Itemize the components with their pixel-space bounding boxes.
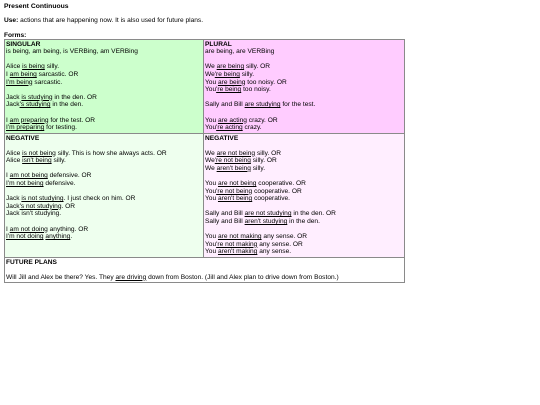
example-line bbox=[6, 203, 202, 211]
example-line bbox=[205, 48, 403, 56]
text-run: too noisy. bbox=[241, 86, 271, 94]
verb-phrase: are being bbox=[216, 63, 245, 71]
verb-phrase: is being bbox=[22, 63, 45, 71]
verb-phrase: are driving bbox=[115, 273, 147, 281]
verb-phrase: 're not being bbox=[214, 157, 251, 165]
text-run: are being, are VERBing bbox=[205, 48, 275, 56]
negative-singular-heading: NEGATIVE bbox=[6, 134, 40, 142]
verb-phrase: 're not making bbox=[216, 240, 258, 248]
example-line bbox=[205, 94, 403, 102]
example-line bbox=[205, 71, 403, 79]
text-run: is being, am being, is VERBing, am VERBing bbox=[6, 48, 138, 56]
text-run: . OR bbox=[61, 202, 76, 210]
verb-phrase: anything bbox=[45, 233, 71, 241]
example-line bbox=[6, 210, 202, 218]
verb-phrase: is not being bbox=[22, 149, 56, 157]
text-run: We bbox=[205, 157, 215, 165]
text-run: Jack bbox=[6, 101, 20, 109]
text-run: silly. bbox=[239, 71, 255, 78]
verb-phrase: aren't making bbox=[217, 248, 258, 256]
verb-phrase: am not doing bbox=[9, 225, 48, 233]
text-run: cooperative. OR bbox=[256, 179, 306, 187]
text-run: silly. This is how she always acts. OR bbox=[55, 149, 167, 157]
text-run: in the den. OR bbox=[291, 210, 336, 218]
example-line bbox=[205, 157, 403, 165]
example-line bbox=[6, 218, 202, 226]
negative-singular-lines bbox=[6, 142, 202, 241]
example-line bbox=[205, 124, 403, 132]
text-run: silly. bbox=[51, 157, 66, 165]
affirmative-row bbox=[5, 39, 405, 133]
plural-heading: PLURAL bbox=[205, 40, 232, 48]
negative-plural-cell bbox=[204, 133, 405, 257]
text-run: Sally and Bill bbox=[205, 210, 245, 218]
text-run: defensive. bbox=[43, 179, 76, 187]
text-run: . bbox=[70, 233, 73, 241]
text-run: Jack isn't studying. bbox=[6, 210, 62, 218]
negative-singular-cell bbox=[5, 133, 204, 257]
example-line bbox=[205, 101, 403, 109]
example-line bbox=[6, 109, 202, 117]
text-run: Sally and Bill bbox=[205, 101, 245, 109]
text-run: You bbox=[205, 195, 218, 203]
example-line bbox=[205, 150, 403, 158]
text-run: You bbox=[205, 179, 218, 187]
text-run: silly. bbox=[250, 164, 266, 172]
text-run: for testing. bbox=[44, 124, 77, 132]
verb-phrase: 're being bbox=[216, 86, 242, 94]
verb-phrase: 're acting bbox=[216, 124, 243, 132]
verb-phrase: I'm being bbox=[6, 78, 33, 86]
text-run: . I just check on him. OR bbox=[63, 195, 136, 203]
text-run: any sense. OR bbox=[257, 240, 303, 248]
example-line bbox=[6, 165, 202, 173]
example-line bbox=[6, 188, 202, 196]
text-run: I bbox=[6, 172, 10, 180]
example-line bbox=[205, 63, 403, 71]
verb-phrase: are studying bbox=[244, 101, 281, 109]
text-run: for the test. OR bbox=[48, 116, 96, 124]
example-line bbox=[6, 48, 202, 56]
example-line bbox=[205, 241, 403, 249]
text-run: silly. OR bbox=[255, 149, 281, 157]
text-run: for the test. bbox=[280, 101, 316, 109]
example-line bbox=[205, 165, 403, 173]
verb-phrase: are not studying bbox=[244, 210, 292, 218]
text-run: I bbox=[6, 225, 10, 233]
text-run: You bbox=[205, 248, 218, 256]
text-run: any sense. OR bbox=[261, 233, 308, 241]
verb-phrase: are not being bbox=[216, 149, 256, 157]
verb-phrase: 's studying bbox=[19, 101, 51, 109]
verb-phrase: aren't being bbox=[217, 195, 253, 203]
verb-phrase: aren't studying bbox=[244, 217, 288, 225]
singular-cell bbox=[5, 39, 204, 133]
example-line bbox=[6, 79, 202, 87]
example-line bbox=[205, 180, 403, 188]
future-plans-lines bbox=[6, 266, 403, 281]
singular-lines bbox=[6, 48, 202, 132]
forms-label: Forms: bbox=[4, 31, 27, 39]
page-title: Present Continuous bbox=[4, 3, 69, 10]
verb-phrase: isn't being bbox=[22, 157, 52, 165]
verb-phrase: are not making bbox=[217, 233, 262, 241]
text-run: any sense. bbox=[257, 248, 292, 256]
text-run: You bbox=[205, 240, 217, 248]
text-run: silly. OR bbox=[250, 157, 277, 165]
text-run: We bbox=[205, 71, 215, 78]
future-plans-cell bbox=[5, 257, 405, 282]
verb-phrase: I'm not doing bbox=[6, 233, 44, 241]
text-run: silly. bbox=[44, 63, 60, 71]
example-line bbox=[6, 157, 202, 165]
verb-phrase: are being bbox=[217, 78, 246, 86]
verb-phrase: 're being bbox=[214, 71, 240, 78]
example-line bbox=[205, 79, 403, 87]
verb-phrase: 're not being bbox=[216, 187, 253, 195]
text-run: We bbox=[205, 164, 217, 172]
text-run: sarcastic. OR bbox=[36, 71, 79, 78]
verb-phrase: is studying bbox=[21, 93, 53, 101]
example-line bbox=[6, 266, 403, 274]
text-run: in the den. bbox=[50, 101, 84, 109]
text-run: Alice bbox=[6, 149, 23, 157]
example-line bbox=[205, 218, 403, 226]
example-line bbox=[205, 109, 403, 117]
text-run: silly. OR bbox=[244, 63, 270, 71]
text-run: cooperative. bbox=[252, 195, 290, 203]
text-run: Jack bbox=[6, 202, 20, 210]
example-line bbox=[6, 124, 202, 132]
text-run: You bbox=[205, 86, 217, 94]
text-run: cooperative. OR bbox=[252, 187, 302, 195]
example-line bbox=[6, 117, 202, 125]
text-run: I bbox=[6, 116, 10, 124]
text-run: I bbox=[6, 71, 10, 78]
text-run: crazy. OR bbox=[246, 116, 278, 124]
text-run: in the den. OR bbox=[52, 93, 97, 101]
example-line bbox=[6, 274, 403, 282]
text-run: Jack bbox=[6, 93, 22, 101]
singular-heading: SINGULAR bbox=[6, 40, 41, 48]
negative-plural-lines bbox=[205, 142, 403, 256]
text-run: You bbox=[205, 233, 218, 241]
example-line bbox=[6, 142, 202, 150]
text-run: You bbox=[205, 187, 217, 195]
text-run: Alice bbox=[6, 157, 23, 165]
plural-cell bbox=[204, 39, 405, 133]
verb-phrase: I'm not being bbox=[6, 179, 44, 187]
verb-phrase: am being bbox=[9, 71, 37, 78]
example-line bbox=[205, 86, 403, 94]
example-line bbox=[6, 63, 202, 71]
verb-phrase: are not being bbox=[217, 179, 257, 187]
example-line bbox=[205, 195, 403, 203]
verb-phrase: aren't being bbox=[216, 164, 251, 172]
example-line bbox=[205, 56, 403, 64]
verb-phrase: I'm preparing bbox=[6, 124, 45, 132]
example-line bbox=[205, 226, 403, 234]
future-row bbox=[5, 257, 405, 282]
text-run: Jack bbox=[6, 195, 22, 203]
example-line bbox=[6, 233, 202, 241]
verb-phrase: am preparing bbox=[9, 116, 49, 124]
text-run: Sally and Bill bbox=[205, 217, 245, 225]
example-line bbox=[6, 180, 202, 188]
use-description bbox=[4, 17, 536, 24]
example-line bbox=[6, 226, 202, 234]
text-run: Will Jill and Alex be there? Yes. They bbox=[6, 273, 116, 281]
example-line bbox=[205, 233, 403, 241]
example-line bbox=[6, 86, 202, 94]
text-run: We bbox=[205, 63, 217, 71]
example-line bbox=[6, 150, 202, 158]
negative-plural-heading: NEGATIVE bbox=[205, 134, 239, 142]
example-line bbox=[6, 94, 202, 102]
example-line bbox=[205, 172, 403, 180]
example-line bbox=[6, 71, 202, 79]
example-line bbox=[205, 203, 403, 211]
text-run: You bbox=[205, 116, 218, 124]
negative-row bbox=[5, 133, 405, 257]
example-line bbox=[6, 101, 202, 109]
text-run: in the den. bbox=[287, 217, 320, 225]
text-run: Alice bbox=[6, 63, 23, 71]
verb-phrase: 's not studying bbox=[19, 202, 62, 210]
text-run: sarcastic. bbox=[32, 78, 63, 86]
text-run: You bbox=[205, 78, 218, 86]
future-plans-heading: FUTURE PLANS bbox=[6, 258, 57, 266]
text-run: too noisy. OR bbox=[245, 78, 287, 86]
example-line bbox=[205, 248, 403, 256]
verb-phrase: is not studying bbox=[21, 195, 64, 203]
example-line bbox=[205, 210, 403, 218]
example-line bbox=[205, 117, 403, 125]
forms-table bbox=[4, 39, 405, 283]
text-run: We bbox=[205, 149, 217, 157]
text-run: You bbox=[205, 124, 217, 132]
example-line bbox=[6, 172, 202, 180]
verb-phrase: are acting bbox=[217, 116, 247, 124]
example-line bbox=[6, 195, 202, 203]
example-line bbox=[6, 56, 202, 64]
plural-lines bbox=[205, 48, 403, 132]
use-text: actions that are happening now. It is also used for future plans. bbox=[18, 17, 204, 25]
use-label: Use: bbox=[4, 17, 19, 25]
example-line bbox=[205, 142, 403, 150]
text-run: anything. OR bbox=[47, 225, 89, 233]
text-run: defensive. OR bbox=[47, 172, 92, 180]
example-line bbox=[205, 188, 403, 196]
text-run: down from Boston. (Jill and Alex plan to drive down from Boston.) bbox=[146, 273, 339, 281]
text-run: crazy. bbox=[242, 124, 262, 132]
verb-phrase: am not being bbox=[9, 172, 48, 180]
